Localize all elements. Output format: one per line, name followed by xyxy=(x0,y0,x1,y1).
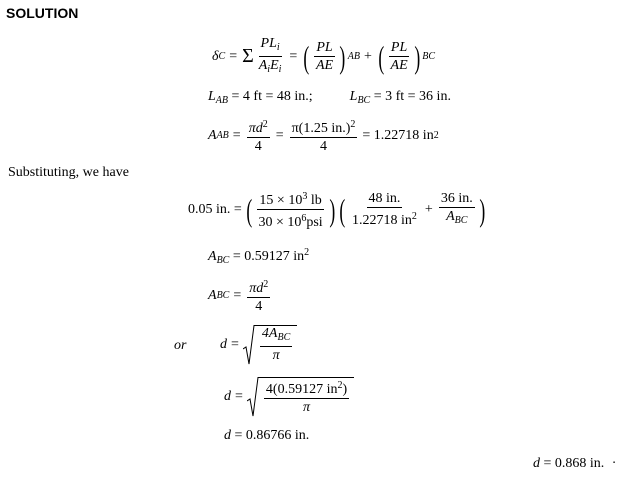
fraction-bc xyxy=(389,40,410,73)
right-paren: ) xyxy=(479,191,485,228)
subscript: BC xyxy=(454,215,468,226)
fraction-numerator: PL xyxy=(390,40,408,55)
equals-sign: = xyxy=(229,48,238,64)
right-paren: ) xyxy=(339,38,346,75)
superscript: 2 xyxy=(337,380,343,391)
area-subscript: AB xyxy=(216,130,229,141)
equation-area-bc-result xyxy=(208,247,309,266)
superscript: 2 xyxy=(263,279,269,290)
equation-deflection xyxy=(212,36,435,77)
fraction-denominator-e: E xyxy=(270,58,279,73)
fraction-denominator: AE xyxy=(315,58,334,73)
fraction-numerator: 4(0.59127 in xyxy=(265,382,338,397)
fraction-denominator: 1.22718 in xyxy=(352,213,412,228)
final-answer xyxy=(533,456,616,472)
fraction-ab xyxy=(314,40,335,73)
diameter-symbol: d xyxy=(220,337,227,352)
fraction-pi-d-squared xyxy=(247,117,270,154)
fraction-numerator: π(1.25 in.) xyxy=(291,121,351,136)
length-bc-symbol: L xyxy=(349,89,358,104)
subscript: BC xyxy=(277,332,291,343)
solution-heading: SOLUTION xyxy=(6,5,79,21)
superscript: 2 xyxy=(304,247,310,258)
equation-area-bc-formula xyxy=(208,277,272,314)
area-symbol: A xyxy=(208,249,217,264)
superscript: 2 xyxy=(262,119,268,130)
equation-lengths xyxy=(208,89,451,106)
plus-sign: + xyxy=(363,48,372,64)
left-paren: ( xyxy=(339,191,346,228)
equation-substitution xyxy=(188,189,487,230)
fraction-numerator: 4A xyxy=(261,326,278,341)
fraction-denominator-sub-e: i xyxy=(278,64,282,75)
or-text: or xyxy=(174,338,187,353)
fraction-pi-d-squared xyxy=(247,277,270,314)
left-paren: ( xyxy=(246,191,253,228)
fraction-denominator: π xyxy=(272,348,280,363)
length-ab-subscript: AB xyxy=(215,95,229,106)
substituting-text: Substituting, we have xyxy=(8,165,129,180)
unit-psi: psi xyxy=(306,215,323,230)
fraction-pi-diameter xyxy=(290,117,358,154)
equals-sign: = xyxy=(233,287,242,303)
subscript-ab: AB xyxy=(347,51,360,62)
left-paren: ( xyxy=(378,38,385,75)
radical-sign-icon xyxy=(247,377,259,417)
area-ab-result: = 1.22718 in xyxy=(362,127,434,143)
area-bc-value: = 0.59127 in xyxy=(232,249,305,264)
fraction-load-over-modulus xyxy=(256,189,324,230)
length-bc-subscript: BC xyxy=(357,95,371,106)
fraction-numerator: πd xyxy=(248,121,263,136)
fraction-numerator: PL xyxy=(316,40,333,55)
fraction-length-over-area-ab xyxy=(350,191,419,228)
fraction-denominator-a: A xyxy=(258,58,268,73)
equation-diameter-substitution xyxy=(224,377,354,417)
superscript: 6 xyxy=(301,213,307,224)
length-ab-value: = 4 ft = 48 in.; xyxy=(231,89,313,104)
area-subscript: BC xyxy=(216,290,230,301)
area-symbol: A xyxy=(208,127,217,143)
answer-mark: · xyxy=(611,456,617,471)
equals-sign: = xyxy=(235,389,243,404)
diameter-value: = 0.86766 in. xyxy=(234,428,310,443)
plus-sign: + xyxy=(424,201,433,217)
fraction-pl-over-ae-i xyxy=(257,36,284,77)
deflection-value: 0.05 in. = xyxy=(188,201,242,217)
fraction-denominator: 4 xyxy=(254,139,262,154)
diameter-symbol: d xyxy=(224,389,231,404)
fraction-denominator: π xyxy=(303,400,311,415)
fraction-numerator: 15 × 10 xyxy=(259,193,303,208)
equation-area-ab xyxy=(208,117,439,154)
delta-symbol: δ xyxy=(212,48,219,64)
fraction-area-over-pi xyxy=(260,326,292,365)
fraction-numerator: 36 in. xyxy=(440,191,473,206)
radical-sign-icon xyxy=(243,325,255,365)
fraction-numerator: 48 in. xyxy=(368,191,401,206)
fraction-length-over-area-bc xyxy=(439,191,475,228)
area-symbol: A xyxy=(208,287,217,303)
length-bc-value: = 3 ft = 36 in. xyxy=(373,89,451,104)
fraction-denominator: 4 xyxy=(320,139,327,154)
superscript: 2 xyxy=(411,211,417,222)
equals-sign: = xyxy=(289,48,298,64)
subscript-bc: BC xyxy=(422,51,436,62)
fraction-denominator: A xyxy=(446,209,455,224)
fraction-numerator: PL xyxy=(260,36,277,51)
superscript: 2 xyxy=(350,119,356,130)
length-ab-symbol: L xyxy=(208,89,216,104)
equals-sign: = xyxy=(232,127,241,143)
diameter-symbol: d xyxy=(533,456,540,471)
area-subscript: BC xyxy=(216,255,230,266)
fraction-denominator: 30 × 10 xyxy=(258,215,302,230)
equation-diameter-formula xyxy=(220,325,297,365)
square-root xyxy=(247,377,354,417)
delta-subscript: C xyxy=(218,51,226,62)
right-paren: ) xyxy=(414,38,420,75)
left-paren: ( xyxy=(303,38,310,75)
sigma-symbol: Σ xyxy=(242,45,254,67)
fraction-numerator: πd xyxy=(249,281,264,296)
equation-diameter-result xyxy=(224,428,309,444)
fraction-numerator-sub: i xyxy=(276,42,280,53)
right-paren: ) xyxy=(329,191,335,228)
fraction-value-over-pi xyxy=(264,378,349,417)
final-answer-value: = 0.868 in. xyxy=(540,456,605,471)
equals-sign: = xyxy=(231,337,239,352)
superscript: 3 xyxy=(302,191,308,202)
equals-sign: = xyxy=(275,127,284,143)
superscript: 2 xyxy=(433,130,439,141)
fraction-denominator-sub-a: i xyxy=(267,64,271,75)
closing-paren: ) xyxy=(342,382,348,397)
fraction-denominator: 4 xyxy=(255,299,263,314)
unit-lb: lb xyxy=(307,193,322,208)
square-root xyxy=(243,325,297,365)
fraction-denominator: AE xyxy=(390,58,408,73)
diameter-symbol: d xyxy=(224,428,231,443)
